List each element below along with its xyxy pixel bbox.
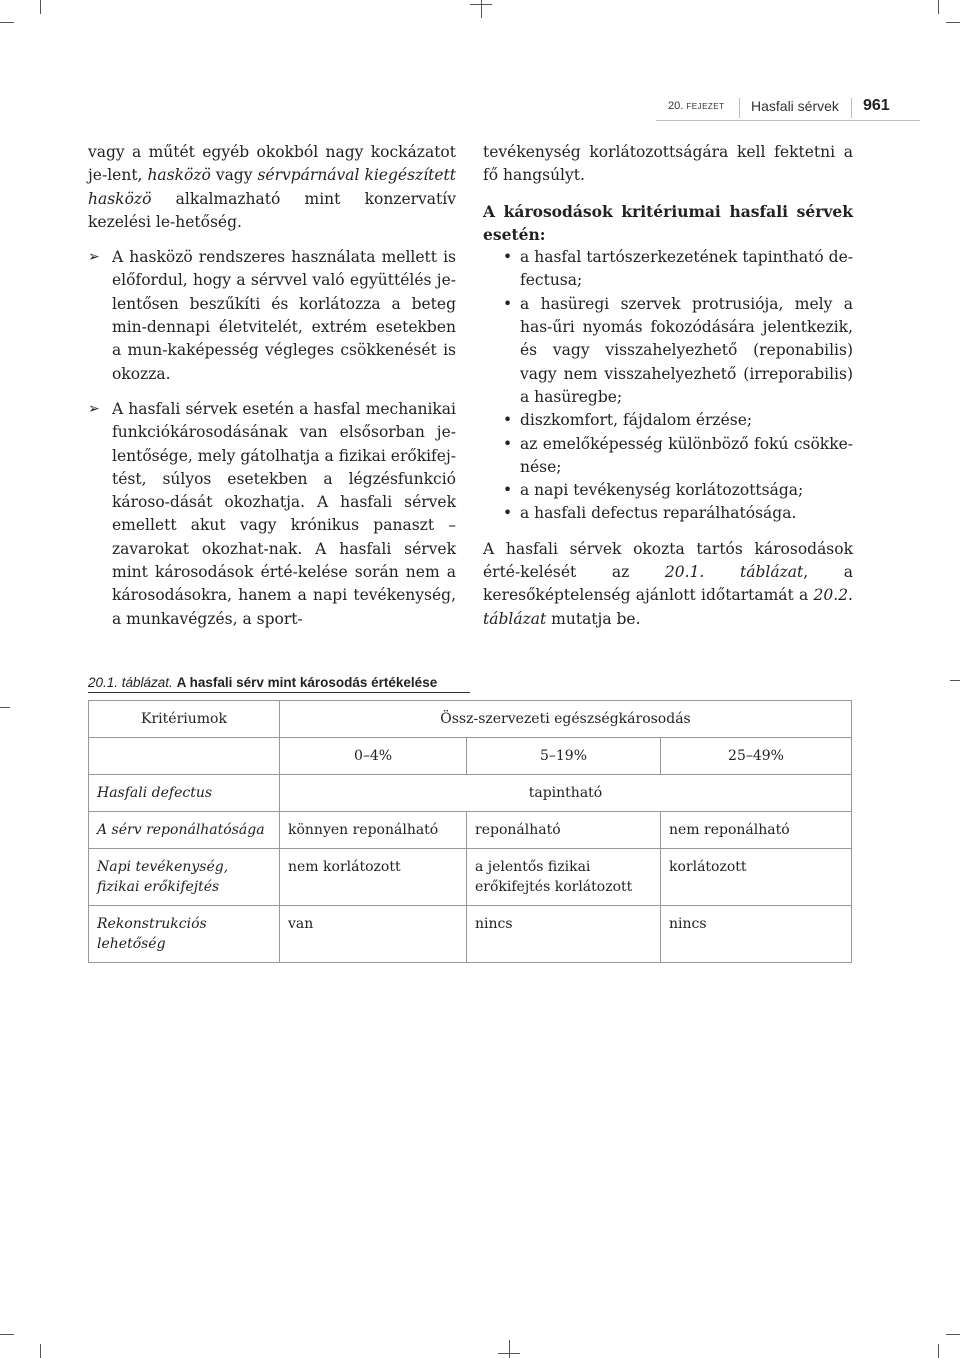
- page-number: 961: [863, 97, 890, 114]
- table-caption: [88, 675, 470, 693]
- bullet-dot-icon: •: [503, 481, 513, 500]
- merged-value-cell: tapintható: [280, 775, 852, 812]
- header-criteria: Kritériumok: [89, 701, 280, 738]
- value-cell: nem reponálható: [661, 812, 852, 849]
- table-caption-title: A hasfali sérv mint károsodás értékelése: [176, 675, 438, 690]
- bullet-dot-icon: •: [503, 504, 513, 523]
- table-reference: 20.1. táblázat: [664, 563, 804, 582]
- value-cell: nincs: [467, 906, 661, 963]
- closing-paragraph: [483, 538, 853, 631]
- intro-text: vagy: [210, 166, 258, 185]
- criterion-cell: Hasfali defectus: [89, 775, 280, 812]
- empty-cell: [89, 738, 280, 775]
- table-reference: 20.2. táblázat: [483, 586, 853, 628]
- bullet-dot-icon: •: [503, 411, 513, 430]
- value-cell: reponálható: [467, 812, 661, 849]
- bullet-dot-icon: •: [503, 294, 513, 313]
- closing-text: , a keresőképtelenség ajánlott időtartamát a: [483, 563, 853, 605]
- list-item-text: a hasfali defectus reparálhatósága.: [520, 504, 797, 523]
- table-caption-number: 20.1. táblázat.: [88, 675, 173, 690]
- crop-mark-bottom-right-h: [946, 1334, 960, 1335]
- chapter-label: [668, 100, 725, 112]
- crop-mark-top-right-v: [938, 0, 939, 14]
- right-column: [483, 141, 853, 631]
- list-item-text: a napi tevékenység korlátozottsága;: [520, 481, 804, 500]
- list-item: [483, 409, 853, 432]
- criterion-line: Napi tevékenység,: [97, 859, 229, 875]
- closing-text: mutatja be.: [546, 609, 641, 628]
- list-item: [483, 479, 853, 502]
- arrow-bullet-2: [88, 398, 456, 631]
- list-item: [483, 433, 853, 480]
- intro-text: alkalmazható mint konzervatív kezelési le-hetőség.: [88, 189, 456, 231]
- crop-mark-top-center-v: [481, 0, 482, 18]
- criterion-line: fizikai erőkifejtés: [97, 879, 220, 895]
- list-item-text: a hasfal tartószerkezetének tapintható de-fectusa;: [520, 248, 853, 290]
- table-row: [89, 812, 852, 849]
- bullet-text: A hasközö rendszeres használata mellett is előfordul, hogy a sérvvel való együttélés je-lentősen beszűkíti és korlátozza a beteg min-dennapi életvitelét, extrém esetekben a mun-kaképesség végleges csökkenését is okozza.: [112, 248, 456, 383]
- crop-mark-bottom-center-v: [509, 1340, 510, 1358]
- value-cell: nem korlátozott: [280, 849, 467, 906]
- range-cell: 0–4%: [280, 738, 467, 775]
- crop-mark-bottom-right-v: [938, 1344, 939, 1358]
- bullet-dot-icon: •: [503, 248, 513, 267]
- bullet-text: A hasfali sérvek esetén a hasfal mechanikai funkciókárosodásának van elsősorban je-lentősége, mely gátolhatja a fizikai erőkifej-tést, súlyos esetekben a légzésfunkció károso-dását okozhatja. A hasfali sérvek emellett akut vagy krónikus panaszt – zavarokat okozhat-nak. A hasfali sérvek mint károsodások érté-kelése során nem a károsodásokra, hanem a napi tevékenység, a munkavégzés, a sport-: [112, 399, 456, 628]
- intro-paragraph: [88, 141, 456, 234]
- criteria-list: [483, 246, 853, 526]
- list-item: [483, 246, 853, 293]
- crop-mark-top-left-v: [40, 0, 41, 14]
- list-item-text: az emelőképesség különböző fokú csökke-nése;: [520, 434, 853, 476]
- value-cell: könnyen reponálható: [280, 812, 467, 849]
- list-item-text: a hasüregi szervek protrusiója, mely a has-űri nyomás fokozódására jelentkezik, és vagy visszahelyezhető (reponabilis) vagy nem visszahelyezhető (irreporabilis) a hasüregbe;: [520, 294, 853, 406]
- chapter-word: FEJEZET: [686, 102, 725, 111]
- criteria-heading: A károsodások kritériumai hasfali sérvek esetén:: [483, 201, 853, 244]
- criterion-cell: Rekonstrukciós lehetőség: [89, 906, 280, 963]
- criterion-cell: A sérv reponálhatósága: [89, 812, 280, 849]
- arrow-bullet-icon: ➢: [88, 400, 100, 417]
- header-divider: [851, 98, 852, 118]
- chapter-number: 20.: [668, 100, 684, 112]
- crop-mark-bottom-left-h: [0, 1334, 14, 1335]
- list-item: [483, 502, 853, 525]
- range-cell: 5–19%: [467, 738, 661, 775]
- intro-text: vagy a műtét egyéb okokból nagy kockázatot je-lent,: [88, 143, 456, 185]
- crop-mark-top-left-h: [0, 22, 14, 23]
- value-cell: nincs: [661, 906, 852, 963]
- table-range-row: [89, 738, 852, 775]
- table-row: [89, 906, 852, 963]
- table-header-row: [89, 701, 852, 738]
- crop-mark-bottom-center-h: [498, 1353, 520, 1354]
- left-column: [88, 141, 456, 631]
- arrow-bullet-icon: ➢: [88, 249, 100, 266]
- intro-italic: hasközö: [147, 166, 211, 185]
- continuation-paragraph: tevékenység korlátozottságára kell fektetni a fő hangsúlyt.: [483, 143, 853, 185]
- section-title: Hasfali sérvek: [751, 98, 839, 114]
- crop-mark-top-right-h: [946, 22, 960, 23]
- value-cell: korlátozott: [661, 849, 852, 906]
- crop-mark-left-mid: [0, 707, 10, 708]
- header-group: Össz-szervezeti egészségkárosodás: [280, 701, 852, 738]
- closing-text: A hasfali sérvek okozta tartós károsodások érté-kelését az: [483, 539, 853, 582]
- crop-mark-bottom-left-v: [40, 1344, 41, 1358]
- list-item: [483, 293, 853, 409]
- crop-mark-right-mid: [950, 680, 960, 681]
- range-cell: 25–49%: [661, 738, 852, 775]
- list-item-text: diszkomfort, fájdalom érzése;: [520, 411, 753, 430]
- table-row: [89, 849, 852, 906]
- table-row: [89, 775, 852, 812]
- header-divider: [739, 98, 740, 118]
- assessment-table: [88, 700, 852, 963]
- arrow-bullet-1: [88, 246, 456, 386]
- crop-mark-top-center-h: [470, 4, 492, 5]
- bullet-dot-icon: •: [503, 434, 513, 453]
- value-cell: van: [280, 906, 467, 963]
- intro-italic: sérvpárnával kiegészített hasközö: [88, 166, 457, 208]
- value-cell: a jelentős fizikai erőkifejtés korlátozott: [467, 849, 661, 906]
- criterion-cell: [89, 849, 280, 906]
- running-header: [656, 96, 920, 121]
